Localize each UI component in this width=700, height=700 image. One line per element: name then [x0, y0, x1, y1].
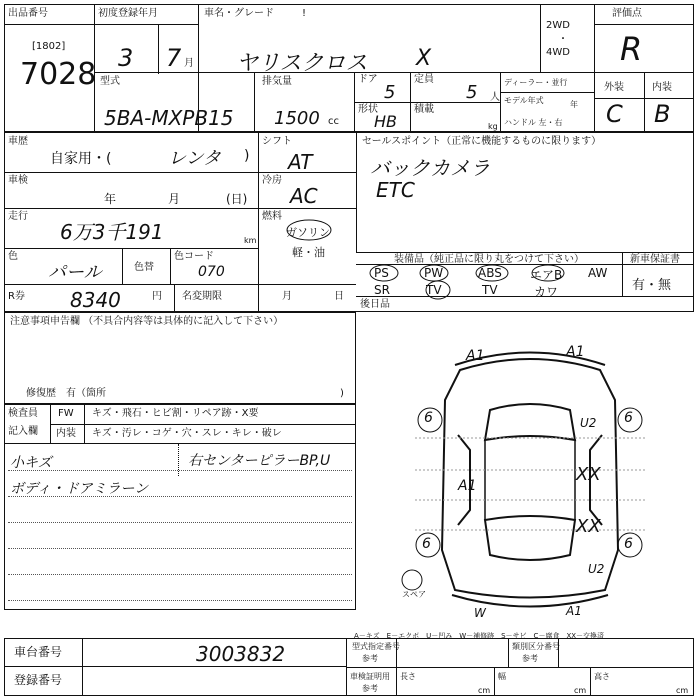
repaint-label: 色替: [134, 262, 154, 273]
damage-legend: A－キズ E－エクボ U－凹み W－補修跡 S－サビ C－腐食 XX－交換済: [354, 632, 605, 640]
kg-unit: kg: [488, 122, 498, 131]
width-label: 幅: [498, 672, 506, 681]
fuel-gasoline: ガソリン: [286, 226, 330, 239]
shift-value: AT: [288, 150, 313, 174]
exterior-grade: C: [606, 100, 623, 128]
history-value: レンタ: [168, 148, 221, 169]
year-unit: 年: [570, 100, 578, 109]
retrofit-label: 後日品: [360, 299, 390, 310]
width-cm: cm: [574, 686, 587, 695]
fw-text: キズ・飛石・ヒビ割・リペア跡・X要: [92, 408, 259, 419]
drive-sep: ・: [558, 34, 568, 45]
capacity-label: 定員: [414, 74, 434, 85]
class-label: 類別区分番号: [512, 642, 560, 651]
form-ref: 参考: [362, 654, 378, 663]
inspection-year: 年: [104, 192, 117, 206]
equip-airbag: エアB: [530, 268, 563, 282]
inspector-label-1: 検査員: [8, 408, 38, 419]
equip-abs: ABS: [478, 266, 502, 280]
inspection-month: 月: [168, 192, 181, 206]
mark-xx-2: XX: [576, 516, 601, 537]
mark-6-tl: 6: [424, 410, 433, 426]
fuel-circle: [284, 218, 334, 242]
class-ref: 参考: [522, 654, 538, 663]
doors-value: 5: [384, 82, 396, 103]
mark-u2-right: U2: [580, 416, 597, 430]
reg-year: 3: [118, 44, 134, 72]
interior-check-label: 内装: [56, 428, 76, 439]
month-unit: 月: [184, 58, 194, 69]
color-code: 070: [198, 264, 225, 280]
fuel-label: 燃料: [262, 211, 282, 222]
equip-leather: カワ: [534, 285, 559, 299]
inspector-label-2: 記入欄: [8, 426, 38, 437]
cert-ref: 参考: [362, 684, 378, 693]
aircon-label: 冷房: [262, 175, 282, 186]
aircon-value: AC: [290, 184, 318, 208]
model-value: 5BA-MXPB15: [104, 106, 234, 130]
recycle-value: 8340: [70, 288, 121, 312]
equip-ps: PS: [374, 266, 389, 280]
mark-u2-bottom: U2: [588, 562, 605, 576]
sales-point-2: ETC: [376, 178, 415, 202]
exterior-label: 外装: [604, 82, 624, 93]
dealer-label: ディーラー・並行: [504, 78, 568, 87]
car-name-mark: !: [302, 8, 307, 19]
mark-a1-left: A1: [458, 478, 477, 494]
mark-a1-bottom: A1: [566, 604, 582, 618]
cert-label: 車検証明用: [350, 672, 390, 681]
first-reg-label: 初度登録年月: [98, 8, 158, 19]
displacement-value: 1500: [274, 108, 320, 129]
reg-label: 登録番号: [14, 673, 63, 687]
inspection-day: (日): [226, 192, 248, 206]
equip-tv2: TV: [482, 283, 498, 297]
equip-sr: SR: [374, 283, 390, 297]
mark-6-bl: 6: [422, 536, 431, 552]
name-change-day: 日: [334, 291, 344, 302]
recycle-label: R券: [8, 291, 25, 302]
capacity-value: 5: [466, 82, 478, 103]
chassis-label: 車台番号: [14, 645, 63, 659]
length-cm: cm: [478, 686, 491, 695]
rating-label: 評価点: [612, 8, 642, 19]
interior-grade: B: [654, 100, 671, 128]
mark-6-br: 6: [624, 536, 633, 552]
height-label: 高さ: [594, 672, 610, 681]
equip-aw: AW: [588, 266, 608, 280]
interior-check-text: キズ・汚レ・コゲ・穴・スレ・キレ・破レ: [92, 428, 282, 439]
sales-point-1: バックカメラ: [370, 156, 490, 180]
equip-tv1: TV: [426, 283, 442, 297]
mark-6-tr: 6: [624, 410, 633, 426]
repair-label: 修復歴 有（箇所: [26, 388, 106, 399]
equipment-label: 装備品（純正品に限り丸をつけて下さい）: [394, 254, 584, 265]
history-prefix: 自家用・(: [50, 151, 112, 167]
lot-number: 7028: [20, 57, 97, 92]
warranty-value: 有・無: [632, 278, 672, 293]
color-value: パール: [48, 262, 102, 283]
model-label: 型式: [100, 76, 120, 87]
mark-a1-top-right: A1: [566, 344, 585, 360]
fw-label: FW: [58, 408, 74, 419]
fuel-diesel: 軽・油: [292, 246, 325, 259]
interior-label: 内装: [652, 82, 672, 93]
recycle-unit: 円: [152, 291, 162, 302]
capacity-unit: 人: [490, 92, 500, 103]
history-suffix: ): [244, 148, 250, 164]
reg-month: 7: [166, 44, 182, 72]
repair-close: ): [340, 388, 344, 399]
car-name-label: 車名・グレード: [204, 8, 274, 19]
shape-value: HB: [374, 112, 398, 131]
shift-label: シフト: [262, 136, 292, 147]
chassis-number: 3003832: [196, 642, 286, 666]
handle-label: ハンドル 左・右: [504, 118, 563, 127]
drive-2wd: 2WD: [546, 20, 570, 31]
name-change-label: 名変期限: [182, 291, 222, 302]
color-code-label: 色コード: [174, 251, 214, 262]
doors-label: ドア: [358, 74, 378, 85]
mark-w: W: [474, 606, 486, 620]
sales-points-label: セールスポイント（正常に機能するものに限ります）: [362, 136, 602, 147]
inspection-label: 車検: [8, 175, 28, 186]
car-name: ヤリスクロス: [236, 51, 368, 76]
spare-label: スペア: [402, 590, 426, 599]
lot-label: 出品番号: [8, 8, 48, 19]
name-change-month: 月: [282, 291, 292, 302]
car-damage-diagram: [400, 340, 660, 620]
mileage-label: 走行: [8, 211, 28, 222]
drive-4wd: 4WD: [546, 47, 570, 58]
grade: X: [416, 46, 432, 71]
session-code: [1802]: [32, 41, 66, 52]
cc-unit: cc: [328, 116, 339, 127]
history-label: 車歴: [8, 136, 28, 147]
comment-left-2: ボディ・ドアミラーン: [10, 481, 149, 497]
mileage-value: 6万3千191: [60, 220, 164, 244]
mileage-unit: km: [244, 236, 257, 245]
mark-xx-1: XX: [576, 464, 601, 485]
equip-pw: PW: [424, 266, 444, 280]
comment-left-1: 小キズ: [10, 455, 52, 471]
form-label: 型式指定番号: [352, 642, 400, 651]
length-label: 長さ: [400, 672, 416, 681]
mark-a1-top-left: A1: [466, 348, 485, 364]
shape-label: 形状: [358, 104, 378, 115]
notes-label: 注意事項申告欄 （不具合内容等は具体的に記入して下さい）: [10, 316, 284, 327]
rating: R: [620, 30, 643, 68]
displacement-label: 排気量: [262, 76, 292, 87]
model-year-label: モデル年式: [504, 96, 544, 105]
height-cm: cm: [676, 686, 689, 695]
load-label: 積載: [414, 104, 434, 115]
color-label: 色: [8, 251, 18, 262]
comment-right: 右センターピラーBP,U: [188, 453, 331, 469]
warranty-label: 新車保証書: [630, 254, 680, 265]
